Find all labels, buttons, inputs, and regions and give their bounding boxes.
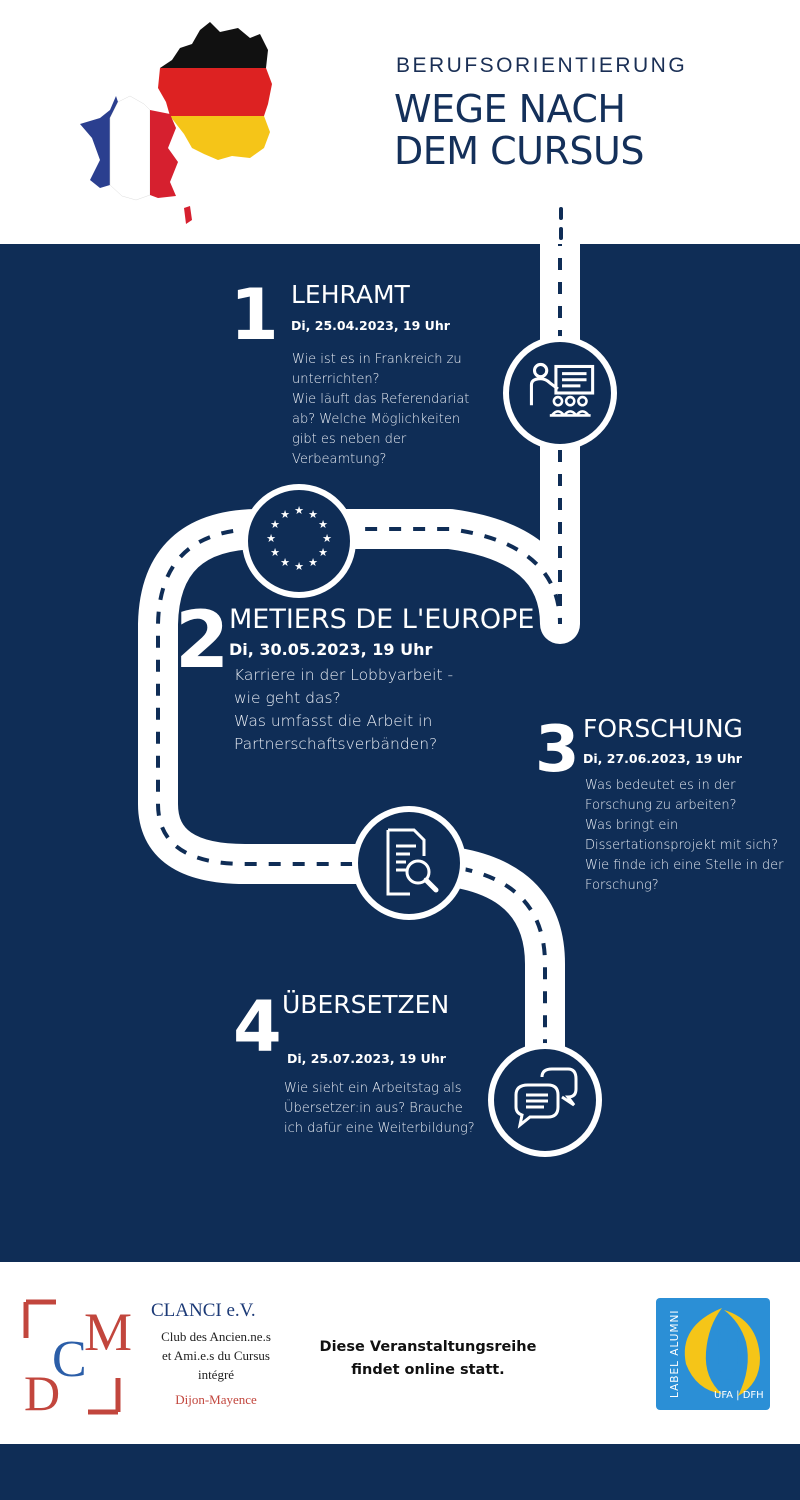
section-date-3: Di, 27.06.2023, 19 Uhr <box>583 751 742 766</box>
svg-text:D: D <box>24 1365 61 1418</box>
section-title-4: ÜBERSETZEN <box>282 990 450 1019</box>
online-note: Diese Veranstaltungsreihe findet online statt. <box>319 1339 537 1378</box>
svg-text:★: ★ <box>270 518 280 531</box>
road-dashes-top <box>551 205 571 245</box>
main-panel <box>0 244 800 1262</box>
svg-text:M: M <box>84 1302 133 1362</box>
svg-text:★: ★ <box>318 518 328 531</box>
title-line-2: DEM CURSUS <box>394 129 644 173</box>
section-number-1: 1 <box>230 274 279 356</box>
section-number-3: 3 <box>535 713 580 787</box>
section-desc-2: Karriere in der Lobbyarbeit - wie geht das? Was umfasst die Arbeit in Partnerschaftsverbänden? <box>234 666 454 753</box>
clanci-logo-icon <box>22 1298 142 1418</box>
section-date-2: Di, 30.05.2023, 19 Uhr <box>229 640 433 659</box>
page-title <box>394 88 794 172</box>
header <box>0 0 800 244</box>
svg-text:★: ★ <box>308 556 318 569</box>
section-date-1: Di, 25.04.2023, 19 Uhr <box>291 318 450 333</box>
clanci-description <box>146 1327 286 1384</box>
france-germany-map-icon <box>60 10 290 250</box>
svg-text:★: ★ <box>322 532 332 545</box>
section-title-1: LEHRAMT <box>291 280 410 309</box>
section-desc-4: Wie sieht ein Arbeitstag als Übersetzer:in aus? Brauche ich dafür eine Weiterbildung? <box>284 1081 475 1136</box>
svg-text:★: ★ <box>266 532 276 545</box>
eu-stars-ring <box>248 490 350 592</box>
section-title-2: METIERS DE L'EUROPE <box>229 604 535 635</box>
svg-text:★: ★ <box>318 546 328 559</box>
svg-text:★: ★ <box>280 508 290 521</box>
clanci-name: CLANCI e.V. <box>151 1300 256 1321</box>
section-desc-3: Was bedeutet es in der Forschung zu arbeiten? Was bringt ein Dissertationsprojekt mit sich? Wie finde ich eine Stelle in der Forschung? <box>585 778 784 893</box>
eu-stars-icon <box>242 484 356 598</box>
section-number-4: 4 <box>233 986 282 1068</box>
section-number-2: 2 <box>175 596 230 686</box>
badge-org: UFA | DFH <box>714 1390 764 1401</box>
teacher-presentation-icon <box>503 336 617 450</box>
footer-bar <box>0 1444 800 1500</box>
svg-text:★: ★ <box>294 504 304 517</box>
label-alumni-badge <box>656 1298 770 1410</box>
clanci-city: Dijon-Mayence <box>175 1392 257 1407</box>
svg-text:★: ★ <box>280 556 290 569</box>
section-title-3: FORSCHUNG <box>583 714 743 743</box>
section-desc-1: Wie ist es in Frankreich zu unterrichten? Wie läuft das Referendariat ab? Welche Möglichkeiten gibt es neben der Verbeamtung? <box>292 352 470 467</box>
header-subtitle: BERUFSORIENTIERUNG <box>396 54 688 77</box>
title-line-1: WEGE NACH <box>394 87 626 131</box>
section-date-4: Di, 25.07.2023, 19 Uhr <box>287 1051 446 1066</box>
footer <box>0 1262 800 1444</box>
svg-text:★: ★ <box>308 508 318 521</box>
badge-label: LABEL ALUMNI <box>669 1309 681 1398</box>
svg-text:★: ★ <box>270 546 280 559</box>
chat-bubbles-icon <box>488 1043 602 1157</box>
clanci-line-3: intégré <box>197 1367 235 1382</box>
clanci-line-1: Club des Ancien.ne.s <box>161 1329 271 1344</box>
document-search-icon <box>352 806 466 920</box>
clanci-line-2: et Ami.e.s du Cursus <box>162 1348 270 1363</box>
svg-text:C: C <box>52 1331 87 1388</box>
svg-text:★: ★ <box>294 560 304 573</box>
